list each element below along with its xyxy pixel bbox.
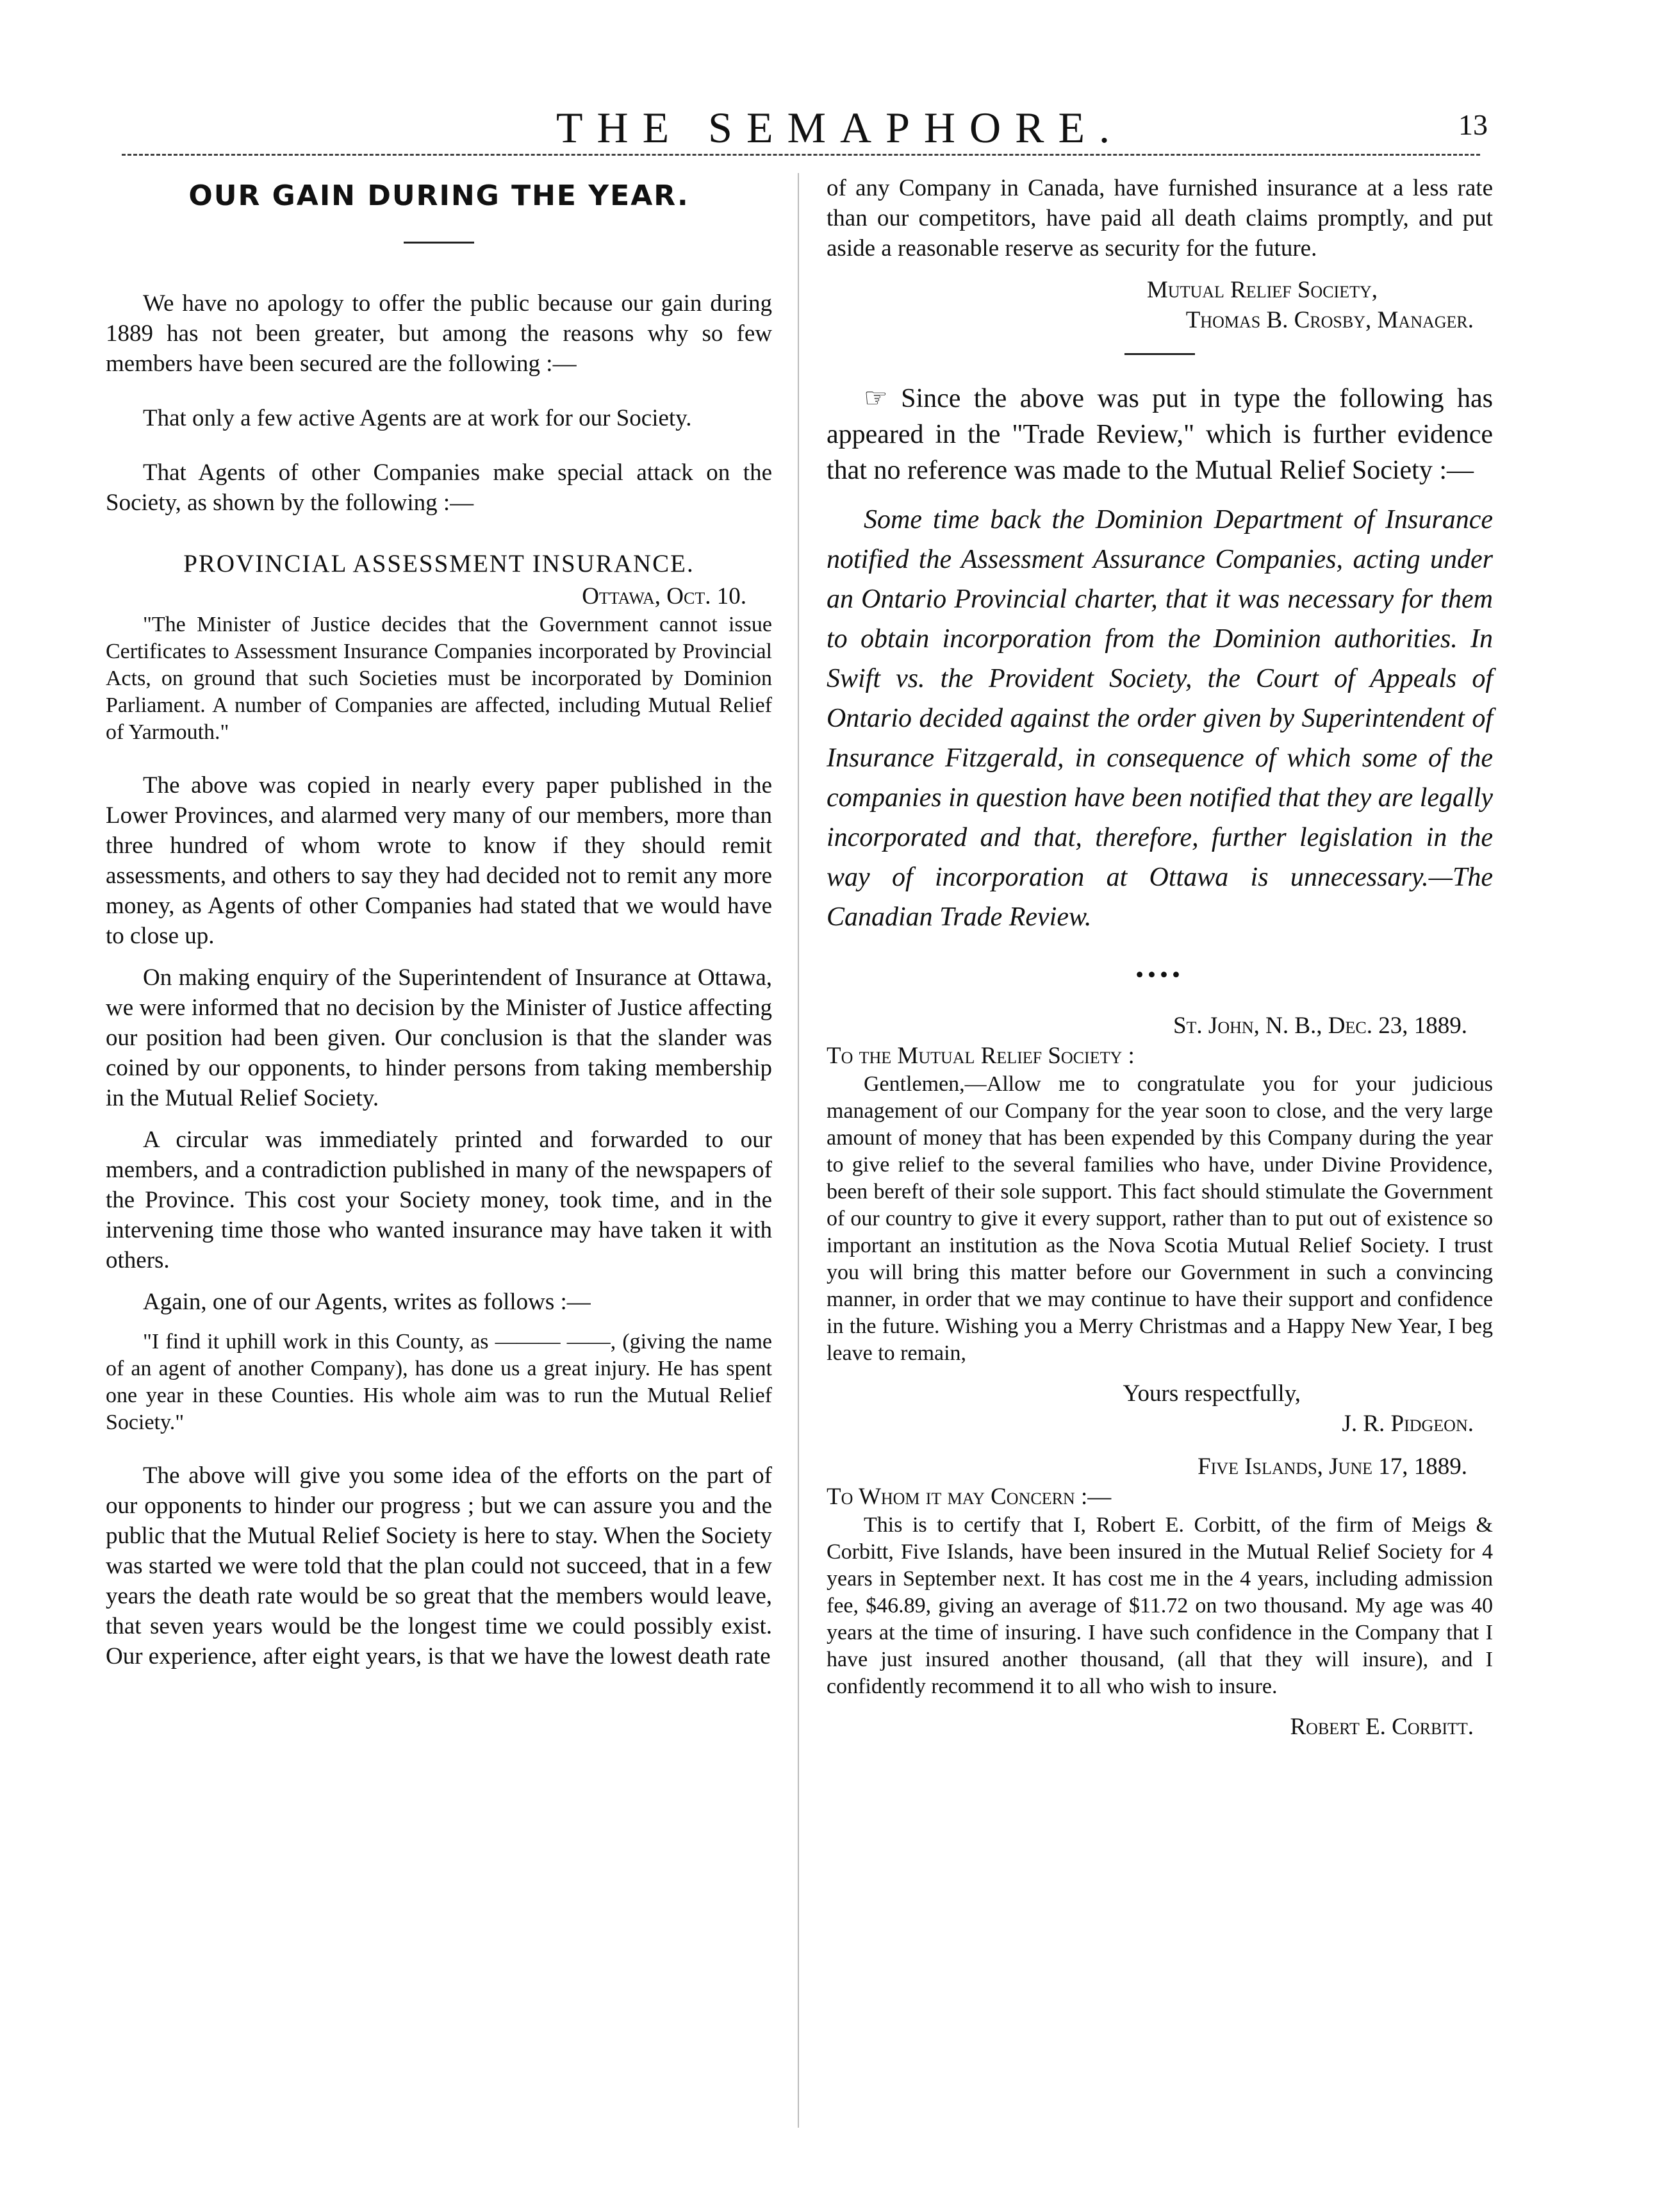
paragraph: The above was copied in nearly every paper published in the Lower Provinces, and alarmed very many of our members, more than three hundred of whom wrote to know if they should remit assessments, and others to say they had decided not to remit any more money, as Agents of other Companies had stated that we would have to close up. <box>106 772 772 949</box>
masthead: THE SEMAPHORE. <box>556 103 1124 152</box>
left-column <box>106 173 772 1683</box>
article-title: OUR GAIN DURING THE YEAR. <box>188 179 689 212</box>
signature-name: Thomas B. Crosby, Manager. <box>1185 307 1474 333</box>
paragraph: of any Company in Canada, have furnished insurance at a less rate than our competitors, have paid all death claims promptly, and put aside a reasonable reserve as security for the future. <box>827 175 1493 261</box>
dateline: Ottawa, Oct. 10. <box>582 583 746 609</box>
paragraph: A circular was immediately printed and forwarded to our members, and a contradiction published in many of the newspapers of the Province. This cost your Society money, took time, and in the intervening time those who wanted insurance may have taken it with others. <box>106 1127 772 1273</box>
paragraph: The above will give you some idea of the efforts on the part of our opponents to hinder our progress ; but we can assure you and the public that the Mutual Relief Society is here to stay. When the Society was started we were told that the plan could not succeed, that in a few years the death rate would be so great that the members would leave, that seven years would be the longest time we could possibly exist. Our experience, after eight years, is that we have the lowest death rate <box>106 1462 772 1669</box>
section-rule <box>1124 353 1195 355</box>
signature-org: Mutual Relief Society, <box>1146 277 1378 303</box>
italic-quote: Some time back the Dominion Department of Insurance notified the Assessment Assurance Companies, acting under an Ontario Provincial charter, that it was necessary for them to obtain incorporation from the Dominion authorities. In Swift vs. the Provident Society, the Court of Appeals of Ontario decided against the order given by Superintendent of Insurance Fitzgerald, in consequence of which some of the companies in question have been notified that they are legally incorporated and that, therefore, further legislation in the way of incorporation at Ottawa is unnecessary.—The Canadian Trade Review. <box>827 505 1494 932</box>
paragraph: That Agents of other Companies make special attack on the Society, as shown by the following :— <box>106 460 772 516</box>
letter-dateline: St. John, N. B., Dec. 23, 1889. <box>1173 1013 1467 1039</box>
letter-salutation: To Whom it may Concern :— <box>827 1484 1112 1510</box>
note-paragraph: ☞ Since the above was put in type the following has appeared in the "Trade Review," which is further evidence that no reference was made to the Mutual Relief Society :— <box>827 384 1493 485</box>
paragraph: That only a few active Agents are at work for our Society. <box>143 405 692 431</box>
letter-signature: Robert E. Corbitt. <box>1290 1714 1474 1740</box>
letter-closing: Yours respectfully, <box>1123 1380 1301 1407</box>
header-rule <box>122 154 1480 156</box>
letter-dateline: Five Islands, June 17, 1889. <box>1198 1453 1467 1480</box>
letter-signature: J. R. Pidgeon. <box>1342 1411 1474 1437</box>
quoted-letter: "I find it uphill work in this County, as ——— ——, (giving the name of an agent of another Company), has done us a great injury. He has spent one year in these Counties. His whole aim was to run the Mutual Relief Society." <box>106 1330 772 1434</box>
subheading: PROVINCIAL ASSESSMENT INSURANCE. <box>183 550 695 577</box>
letter-body: Gentlemen,—Allow me to congratulate you for your judicious management of our Company for the year soon to close, and the very large amount of money that has been expended by this Company during the year to give relief to the several families who have, under Divine Providence, been bereft of their sole support. This fact should stimulate the Government of our country to give it every support, rather than to put out of existence so important an institution as the Nova Scotia Mutual Relief Society. I trust you will bring this matter before our Government in such a convincing manner, in order that we may continue to have their support and confidence in the future. Wishing you a Merry Christmas and a Happy New Year, I beg leave to remain, <box>827 1072 1493 1365</box>
page-number: 13 <box>1458 108 1488 141</box>
right-column <box>827 173 1493 1742</box>
title-rule <box>404 242 474 244</box>
quoted-dispatch: "The Minister of Justice decides that the Government cannot issue Certificates to Assessment Insurance Companies incorporated by Provincial Acts, on ground that such Societies must be incorporated by Dominion Parliament. A number of Companies are affected, including Mutual Relief of Yarmouth." <box>106 613 772 744</box>
letter-salutation: To the Mutual Relief Society : <box>827 1043 1135 1069</box>
separator-dots: •••• <box>1135 962 1184 988</box>
paragraph: We have no apology to offer the public because our gain during 1889 has not been greater, but among the reasons why so few members have been secured are the following :— <box>106 290 772 377</box>
letter-body: This is to certify that I, Robert E. Corbitt, of the firm of Meigs & Corbitt, Five Islands, have been insured in the Mutual Relief Society for 4 years in September next. It has cost me in the 4 years, including admission fee, $46.89, giving an average of $11.72 on two thousand. My age was 40 years at the time of insuring. I have such confidence in the Company that I have just insured another thousand, (all that they will insure), and I confidently recommend it to all who wish to insure. <box>827 1513 1493 1698</box>
column-divider <box>798 173 799 2128</box>
paragraph: On making enquiry of the Superintendent of Insurance at Ottawa, we were informed that no decision by the Minister of Justice affecting our position had been given. Our conclusion is that the slander was coined by our opponents, to hinder persons from taking membership in the Mutual Relief Society. <box>106 965 772 1111</box>
paragraph: Again, one of our Agents, writes as follows :— <box>143 1289 591 1315</box>
